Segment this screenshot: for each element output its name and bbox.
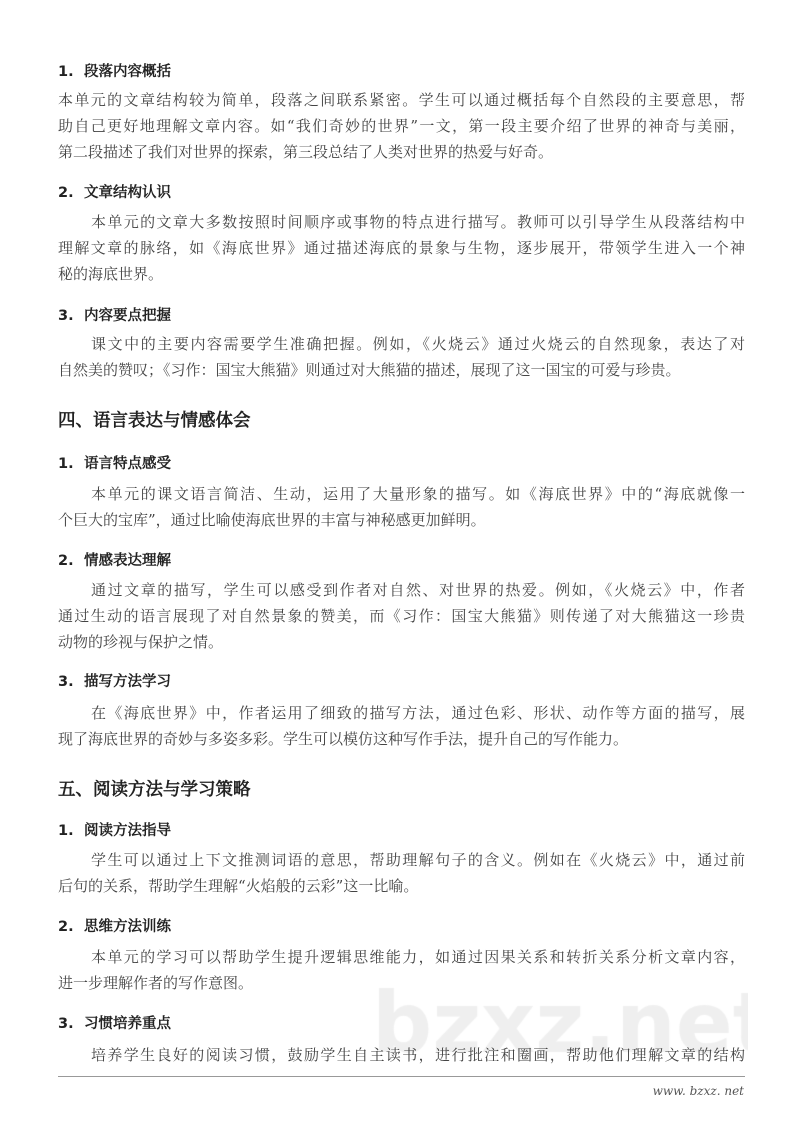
heading-text: 文章结构认识: [84, 185, 171, 201]
heading-text: 思维方法训练: [84, 919, 171, 935]
text-line: 在《海底世界》中，作者运用了细致的描写方法，通过色彩、形状、动作等方面的描写，展: [91, 704, 745, 722]
subheading-3: [58, 305, 745, 327]
text-line: 后句的关系，帮助学生理解“火焰般的云彩”这一比喻。: [58, 877, 419, 895]
paragraph: [58, 331, 745, 383]
text-line: 进一步理解作者的写作意图。: [58, 974, 254, 992]
subheading: [58, 820, 745, 842]
text-line: 培养学生良好的阅读习惯，鼓励学生自主读书，进行批注和圈画，帮助他们理解文章的结构: [91, 1046, 745, 1064]
text-line: 本单元的文章大多数按照时间顺序或事物的特点进行描写。教师可以引导学生从段落结构中: [91, 213, 745, 231]
paragraph: [58, 209, 745, 287]
heading-number: 2.: [58, 553, 74, 569]
section-title-4: 四、语言表达与情感体会: [58, 411, 251, 431]
paragraph: [58, 700, 745, 752]
text-line: 学生可以通过上下文推测词语的意思，帮助理解句子的含义。例如在《火烧云》中，通过前: [91, 851, 745, 869]
heading-number: 1.: [58, 823, 74, 839]
paragraph: [58, 577, 745, 655]
text-line: 本单元的课文语言简洁、生动，运用了大量形象的描写。如《海底世界》中的“海底就像一: [91, 485, 745, 503]
subheading: [58, 1013, 745, 1035]
paragraph: [58, 847, 745, 899]
text-line: 个巨大的宝库”，通过比喻使海底世界的丰富与神秘感更加鲜明。: [58, 511, 486, 529]
text-line: 通过生动的语言展现了对自然景象的赞美，而《习作：国宝大熊猫》则传递了对大熊猫这一珍贵: [58, 607, 745, 625]
text-line: 本单元的文章结构较为简单，段落之间联系紧密。学生可以通过概括每个自然段的主要意思，帮: [58, 91, 745, 109]
paragraph: [58, 481, 745, 533]
heading-number: 1.: [58, 64, 74, 80]
heading-number: 1.: [58, 456, 74, 472]
text-line: 现了海底世界的奇妙与多姿多彩。学生可以模仿这种写作手法，提升自己的写作能力。: [58, 730, 629, 748]
heading-text: 语言特点感受: [84, 456, 171, 472]
text-line: 秘的海底世界。: [58, 265, 164, 283]
footer-divider: [58, 1076, 745, 1077]
heading-number: 2.: [58, 185, 74, 201]
text-line: 通过文章的描写，学生可以感受到作者对自然、对世界的热爱。例如，《火烧云》中，作者: [91, 581, 745, 599]
paragraph: [58, 1042, 745, 1068]
text-line: 第二段描述了我们对世界的探索，第三段总结了人类对世界的热爱与好奇。: [58, 143, 554, 161]
subheading: [58, 453, 745, 475]
heading-text: 习惯培养重点: [84, 1016, 171, 1032]
heading-text: 内容要点把握: [84, 308, 171, 324]
text-line: 动物的珍视与保护之情。: [58, 633, 224, 651]
subheading-1: [58, 61, 745, 83]
text-line: 课文中的主要内容需要学生准确把握。例如，《火烧云》通过火烧云的自然现象，表达了对: [91, 335, 745, 353]
heading-number: 3.: [58, 308, 74, 324]
heading-text: 情感表达理解: [84, 553, 171, 569]
section-title-5: 五、阅读方法与学习策略: [58, 780, 251, 800]
text-line: 本单元的学习可以帮助学生提升逻辑思维能力，如通过因果关系和转折关系分析文章内容，: [91, 948, 745, 966]
text-line: 自然美的赞叹；《习作：国宝大熊猫》则通过对大熊猫的描述，展现了这一国宝的可爱与珍贵。: [58, 361, 681, 379]
heading-text: 描写方法学习: [84, 674, 171, 690]
paragraph: [58, 944, 745, 996]
heading-number: 3.: [58, 1016, 74, 1032]
subheading: [58, 916, 745, 938]
heading-text: 段落内容概括: [84, 64, 171, 80]
footer-url: www. bzxz. net: [652, 1084, 744, 1098]
text-line: 助自己更好地理解文章内容。如“我们奇妙的世界”一文，第一段主要介绍了世界的神奇与美丽，: [58, 117, 745, 135]
heading-number: 3.: [58, 674, 74, 690]
heading-text: 阅读方法指导: [84, 823, 171, 839]
subheading: [58, 550, 745, 572]
paragraph: [58, 87, 745, 165]
subheading: [58, 671, 745, 693]
subheading-2: [58, 182, 745, 204]
heading-number: 2.: [58, 919, 74, 935]
text-line: 理解文章的脉络，如《海底世界》通过描述海底的景象与生物，逐步展开，带领学生进入一个神: [58, 239, 745, 257]
